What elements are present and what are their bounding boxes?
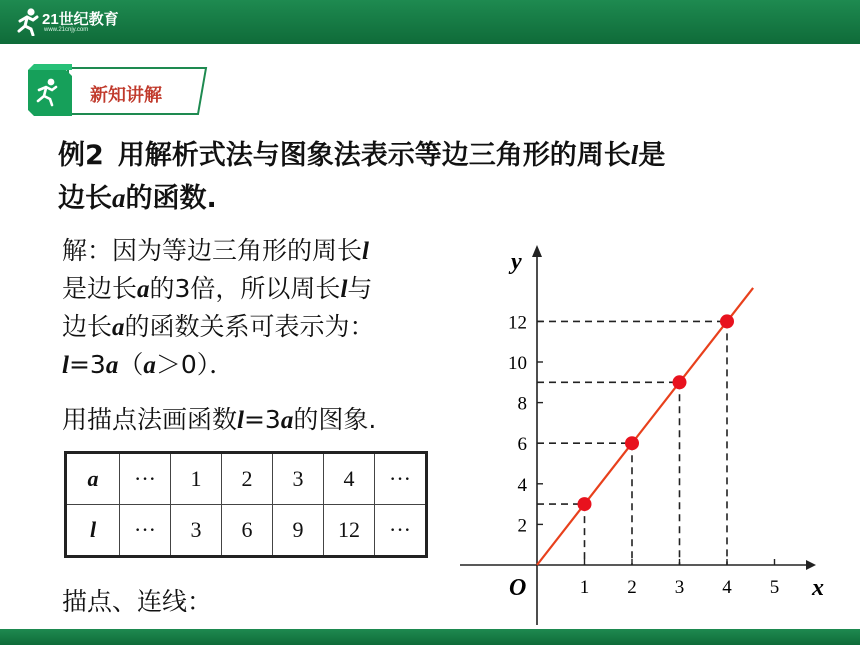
y-tick-label: 10 (508, 353, 527, 374)
problem-text: 边长 (58, 183, 112, 214)
table-cell: ··· (120, 453, 171, 505)
var-a: a (137, 276, 150, 303)
data-point (720, 314, 734, 328)
y-tick-label: 12 (508, 312, 527, 334)
section-tag (20, 64, 210, 118)
y-tick-label: 8 (517, 393, 527, 415)
logo-subtext: www.21cnjy.com (44, 27, 89, 33)
data-point (673, 375, 687, 389)
formula-eq: =3 (68, 350, 106, 379)
var-a: a (105, 352, 119, 379)
solution-text-part: 与 (347, 274, 373, 303)
x-tick-label: 4 (722, 577, 732, 598)
solution-text-part: 的函数关系可表示为： (124, 312, 375, 341)
table-cell: ··· (120, 505, 171, 557)
y-axis-arrow (532, 245, 542, 257)
table-cell: 3 (273, 453, 324, 505)
table-cell: 9 (273, 505, 324, 557)
logo-text: 21世纪教育 (42, 11, 119, 28)
y-tick-label: 4 (517, 474, 527, 496)
var-l: l (62, 352, 69, 379)
x-tick-label: 5 (769, 577, 780, 598)
var-a: a (112, 314, 125, 341)
var-l: l (630, 140, 639, 170)
plot-text: 的图象. (293, 405, 377, 434)
table-header-a: a (66, 453, 120, 505)
x-axis-label: x (812, 575, 824, 601)
formula-condition: ＞0）． (155, 350, 235, 379)
var-l: l (362, 238, 369, 265)
site-logo (16, 6, 126, 40)
x-tick-label: 3 (674, 577, 685, 598)
table-row-l (66, 505, 427, 557)
header-bar (0, 0, 860, 44)
table-cell: 1 (171, 453, 222, 505)
table-cell: 3 (171, 505, 222, 557)
example-number: 例2 (58, 140, 104, 171)
solution-text (62, 232, 482, 384)
solution-line-1 (62, 232, 482, 270)
table-header-l: l (66, 505, 120, 557)
finish-text: 描点、连线： (62, 587, 213, 616)
formula-paren: （ (118, 350, 144, 379)
table-cell: 6 (222, 505, 273, 557)
x-tick-label: 2 (627, 577, 637, 598)
problem-line-1 (58, 134, 838, 177)
plot-text: 用描点法画函数 (62, 405, 238, 434)
var-a: a (112, 183, 126, 213)
function-graph (450, 225, 850, 625)
footer-bar (0, 629, 860, 645)
x-tick-label: 1 (579, 577, 590, 598)
solution-line-2 (62, 270, 482, 308)
problem-text: 是 (638, 140, 666, 171)
data-point (578, 497, 592, 511)
y-axis-label: y (511, 249, 522, 275)
problem-line-2 (58, 177, 838, 220)
table-cell: 12 (324, 505, 375, 557)
y-tick-label: 2 (517, 515, 527, 537)
data-point (625, 436, 639, 450)
runner-icon (16, 6, 42, 36)
section-label: 新知讲解 (90, 85, 162, 106)
problem-statement (58, 134, 838, 220)
solution-formula (62, 346, 482, 384)
y-tick-label: 6 (517, 434, 527, 456)
value-table (64, 451, 428, 558)
table-cell: ··· (375, 505, 427, 557)
solution-text-part: 边长 (62, 312, 113, 341)
solution-text-part: 是边长 (62, 274, 138, 303)
solution-text-part: 解：因为等边三角形的周长 (62, 236, 363, 265)
table-cell: ··· (375, 453, 427, 505)
var-a: a (143, 352, 156, 379)
table-cell: 4 (324, 453, 375, 505)
function-line (537, 288, 753, 565)
origin-label: O (509, 575, 527, 601)
solution-line-3 (62, 308, 482, 346)
var-a: a (280, 407, 294, 434)
table-cell: 2 (222, 453, 273, 505)
formula-eq: =3 (243, 405, 281, 434)
solution-text-part: 的3倍，所以周长 (149, 274, 341, 303)
problem-text: 用解析式法与图象法表示等边三角形的周长 (117, 140, 631, 171)
plot-instruction (62, 400, 376, 436)
var-l: l (237, 407, 244, 434)
x-axis-arrow (806, 560, 816, 570)
table-row-a (66, 453, 427, 505)
var-l: l (340, 276, 348, 303)
problem-text: 的函数. (125, 183, 217, 214)
